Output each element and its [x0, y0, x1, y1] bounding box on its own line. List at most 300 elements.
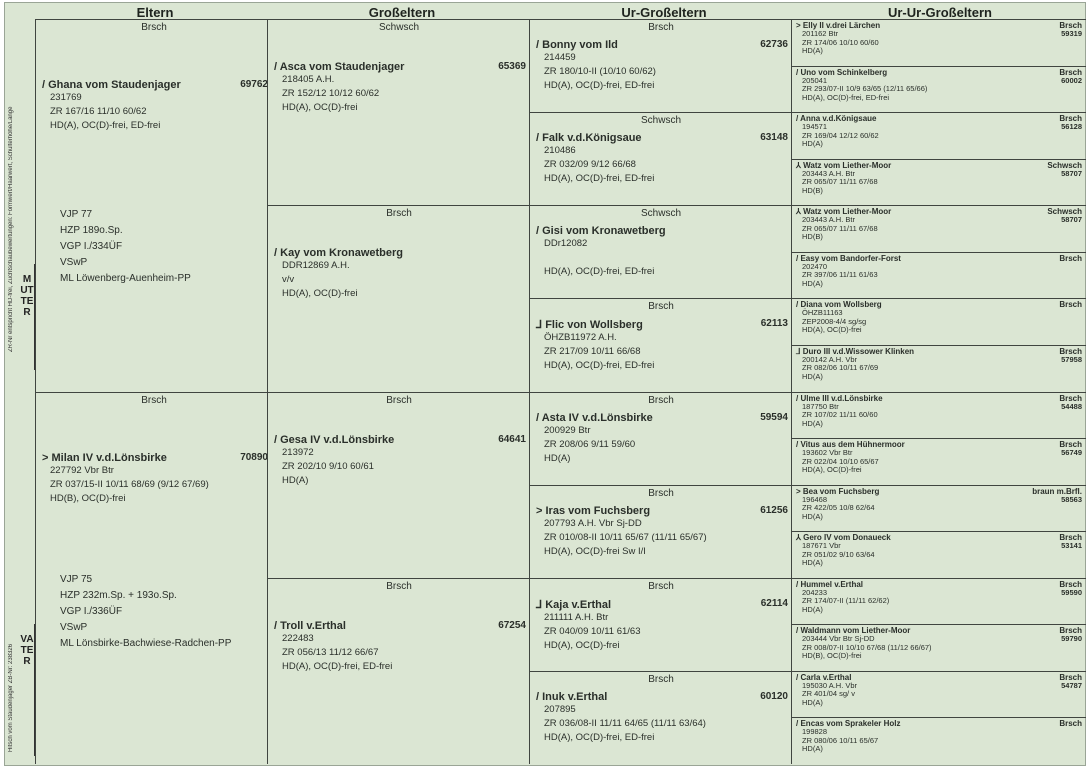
ur-ur-ancestor-cell [792, 671, 1086, 718]
info-text: ZR 107/02 11/11 60/60 [802, 410, 878, 419]
ur-ur-ancestor-cell [792, 392, 1086, 439]
info-text: ZR 169/04 12/12 60/62 [802, 130, 879, 140]
info-line: HD(A), OC(D)-frei, ED-frei [544, 731, 655, 743]
performance-line: HZP 189o.Sp. [60, 225, 123, 236]
registry-number: 63148 [760, 132, 788, 144]
info-text: HD(A), OC(D)-frei [802, 325, 862, 335]
info-text: ÖHZB11163 [802, 308, 843, 318]
header-ur-ur-grosseltern: Ur-Ur-Großeltern [887, 5, 992, 20]
breed-label: Schwsch [1047, 207, 1082, 217]
animal-name [36, 79, 272, 91]
ancestor-cell [530, 19, 792, 112]
breed-label: Brsch [648, 487, 674, 499]
name-text: Ghana vom Staudenjager [48, 79, 181, 91]
registry-number: 67254 [498, 619, 526, 631]
info-line: HD(A), OC(D)-frei [282, 288, 358, 300]
name-text: Ulme III v.d.Lönsbirke [800, 393, 883, 403]
registry-number: 54787 [1061, 680, 1082, 690]
info-line: ZR 167/16 11/10 60/62 [50, 106, 147, 117]
animal-name-text [536, 691, 607, 703]
info-text: 203444 Vbr Btr Sj-DD [802, 634, 875, 644]
registry-number: 64641 [498, 433, 526, 445]
info-text: ZR 397/06 11/11 61/63 [802, 270, 878, 280]
info-line [796, 364, 1082, 373]
name-text: Kaja v.Erthal [545, 598, 612, 611]
performance-line: HZP 232m.Sp. + 193o.Sp. [60, 589, 177, 601]
animal-name [36, 452, 272, 464]
info-line: ZR 152/12 10/12 60/62 [282, 88, 380, 99]
info-line: ZR 217/09 10/11 66/68 [544, 346, 641, 358]
info-line: HD(A), OC(D)-frei, ED-frei [50, 120, 161, 131]
registry-number: 60002 [1061, 75, 1082, 85]
name-text: Falk v.d.Königsaue [542, 132, 642, 145]
name-mark: / [796, 393, 799, 403]
info-line [796, 225, 1082, 234]
breed-label: Brsch [1059, 253, 1082, 263]
ancestor-cell [268, 205, 530, 391]
performance-cell-mother [36, 207, 272, 392]
registry-number: 53141 [1061, 541, 1082, 551]
info-text: ZR 174/07-II (11/11 62/62) [802, 596, 890, 606]
ur-ur-ancestor-cell [792, 578, 1086, 625]
name-mark: > [536, 504, 543, 517]
info-line [796, 373, 1082, 382]
performance-line: VSwP [60, 621, 88, 633]
performance-line: ML Löwenberg-Auenheim-PP [60, 273, 191, 284]
registry-number: 58707 [1061, 168, 1082, 178]
name-text: Elly II v.drei Lärchen [802, 21, 881, 30]
name-mark: / [796, 672, 799, 682]
registry-number: 61256 [760, 504, 788, 516]
info-line: ZR 032/09 9/12 66/68 [544, 159, 636, 171]
info-line [796, 271, 1082, 280]
info-line [796, 466, 1082, 475]
side-margin [4, 2, 34, 764]
name-text: Diana vom Wollsberg [800, 300, 882, 310]
name-mark: ⅄ [796, 207, 801, 217]
name-text: Gisi vom Kronawetberg [542, 225, 666, 238]
breed-label: Brsch [1059, 67, 1082, 77]
name-mark: / [274, 433, 278, 446]
animal-name [796, 68, 1082, 77]
name-mark: ⅃ [536, 319, 543, 332]
animal-name-text [274, 620, 346, 632]
info-text: ZR 082/06 10/11 67/69 [802, 363, 879, 373]
info-line: 207895 [544, 703, 576, 715]
name-mark: / [274, 619, 278, 632]
info-text: HD(A) [802, 558, 823, 568]
registry-number: 69762 [240, 79, 268, 90]
animal-name [796, 719, 1082, 728]
info-line: HD(A), OC(D)-frei Sw I/I [544, 545, 646, 557]
side-note-top: ZR-Nr entspricht HD-frei, Zuchtschaubewertungen: Formwert/Haarwert, Schulterhöhe/Länge [8, 106, 14, 352]
name-text: Troll v.Erthal [280, 619, 346, 632]
info-line: 213972 [282, 446, 314, 458]
info-text: 201162 Btr [802, 29, 839, 38]
side-label-vater: VATER [20, 634, 34, 667]
name-mark: ⅄ [796, 160, 801, 170]
animal-name [268, 434, 530, 446]
side-note-bottom: Hitsch vom Staudenjager ZB-Nr: 238326 [8, 643, 14, 752]
info-line: ÖHZB11972 A.H. [544, 332, 617, 344]
side-label-mutter: MUTTER [20, 274, 34, 318]
animal-name [530, 39, 792, 51]
info-line [796, 737, 1082, 746]
info-line [796, 559, 1082, 568]
name-mark: > [796, 21, 801, 30]
registry-number: 59590 [1061, 587, 1082, 597]
info-text: 200142 A.H. Vbr [802, 354, 858, 364]
header-eltern: Eltern [136, 5, 174, 20]
performance-line: VGP I./336ÜF [60, 605, 123, 617]
info-text: 194571 [802, 122, 828, 132]
info-line: HD(A) [544, 452, 571, 464]
breed-label: Brsch [1059, 300, 1082, 310]
pedigree-column-3 [529, 19, 792, 764]
info-text: ZR 080/06 10/11 65/67 [802, 735, 879, 745]
registry-number: 54488 [1061, 401, 1082, 411]
ancestor-cell [268, 19, 530, 205]
ancestor-cell [530, 392, 792, 485]
breed-label: Brsch [386, 394, 412, 406]
name-mark: / [796, 440, 799, 450]
info-line [796, 39, 1082, 48]
ur-ur-ancestor-cell [792, 298, 1086, 345]
info-line: HD(A), OC(D)-frei, ED-frei [544, 360, 655, 372]
ancestor-cell [530, 112, 792, 205]
animal-name [796, 580, 1082, 589]
ur-ur-ancestor-cell [792, 531, 1086, 578]
info-line [796, 551, 1082, 560]
side-divider-mutter [34, 264, 35, 370]
animal-name [530, 691, 792, 703]
info-text: HD(A) [802, 139, 823, 149]
ur-ur-ancestor-cell [792, 159, 1086, 206]
info-line: 218405 A.H. [282, 74, 335, 85]
name-mark: / [42, 79, 46, 91]
info-line: v/v [282, 274, 295, 286]
info-text: ZR 065/07 11/11 67/68 [802, 177, 878, 187]
name-text: Waldmann vom Liether-Moor [800, 626, 911, 636]
info-text: 187671 Vbr [802, 541, 841, 551]
registry-number: 62113 [760, 318, 788, 330]
info-line [796, 420, 1082, 429]
performance-line: VSwP [60, 257, 88, 268]
breed-label: Schwsch [640, 208, 681, 220]
name-mark: / [796, 300, 799, 310]
name-mark: / [274, 247, 278, 260]
info-text: 204233 [802, 587, 828, 597]
info-line [796, 326, 1082, 335]
animal-name [796, 487, 1082, 496]
info-line: 222483 [282, 632, 314, 644]
info-line [796, 411, 1082, 420]
ancestor-cell [530, 205, 792, 298]
animal-name-text [42, 79, 181, 91]
animal-name-text [536, 598, 611, 611]
registry-number: 62736 [760, 39, 788, 50]
name-mark: > [796, 486, 801, 496]
info-text: 196468 [802, 494, 828, 504]
registry-number: 59790 [1061, 634, 1082, 644]
ur-ur-ancestor-cell [792, 66, 1086, 113]
info-line [796, 132, 1082, 141]
info-text: 195030 A.H. Vbr [802, 680, 858, 690]
animal-name [530, 412, 792, 424]
info-line: ZR 202/10 9/10 60/61 [282, 460, 374, 472]
registry-number: 60120 [760, 690, 788, 702]
name-mark: / [796, 719, 799, 729]
animal-name-text [274, 247, 403, 259]
animal-name-text [536, 505, 650, 517]
animal-name [268, 61, 530, 73]
info-line [530, 251, 792, 265]
info-line: HD(A), OC(D)-frei [544, 639, 620, 651]
ancestor-cell [530, 578, 792, 671]
info-line: 231769 [50, 92, 82, 103]
info-text: ZR 293/07-II 10/9 63/65 (12/11 65/66) [802, 84, 928, 94]
name-text: Hummel v.Erthal [800, 579, 864, 589]
info-text: 187750 Btr [802, 401, 839, 411]
animal-name-text [536, 132, 642, 144]
info-line: ZR 180/10-II (10/10 60/62) [544, 66, 656, 77]
name-text: Watz vom Liether-Moor [803, 160, 892, 170]
breed-label: braun m.Brfl. [1032, 486, 1082, 496]
info-line: HD(A), OC(D)-frei [282, 102, 358, 113]
name-text: Milan IV v.d.Lönsbirke [51, 451, 167, 464]
registry-number: 57958 [1061, 354, 1082, 364]
performance-line: VJP 77 [60, 209, 93, 220]
animal-name [796, 254, 1082, 263]
ancestor-cell [530, 485, 792, 578]
info-line [796, 652, 1082, 661]
info-line [796, 140, 1082, 149]
breed-label: Brsch [648, 673, 674, 685]
breed-label: Brsch [1059, 719, 1082, 729]
ur-ur-ancestor-cell [792, 205, 1086, 252]
info-line [796, 233, 1082, 242]
info-line [796, 690, 1082, 699]
animal-name-text [274, 434, 394, 446]
registry-number: 65369 [498, 61, 526, 72]
info-line [796, 745, 1082, 754]
ur-ur-ancestor-cell [792, 485, 1086, 532]
info-text: HD(A) [802, 604, 823, 614]
header-grosseltern: Großeltern [368, 5, 436, 20]
info-text: ZR 174/06 10/10 60/60 [802, 37, 879, 47]
name-mark: / [536, 690, 540, 703]
name-text: Bea vom Fuchsberg [802, 486, 880, 496]
info-text: HD(A) [802, 418, 823, 428]
breed-label: Brsch [1059, 21, 1082, 30]
info-line: DDr12082 [544, 238, 588, 250]
breed-label: Brsch [1059, 393, 1082, 403]
info-text: 193602 Vbr Btr [802, 448, 853, 458]
animal-name [530, 132, 792, 144]
info-text: HD(B) [802, 185, 823, 195]
registry-number: 62114 [760, 597, 788, 609]
info-line: 200929 Btr [544, 424, 591, 436]
performance-line: VJP 75 [60, 573, 93, 585]
info-line: HD(A), OC(D)-frei, ED-frei [544, 173, 655, 185]
ancestor-cell [268, 392, 530, 578]
animal-name [530, 598, 792, 611]
name-mark: / [796, 114, 799, 124]
name-text: Gesa IV v.d.Lönsbirke [280, 433, 395, 446]
info-text: HD(A), OC(D)-frei, ED-frei [802, 92, 890, 102]
info-line [796, 606, 1082, 615]
info-text: HD(A) [802, 278, 823, 288]
info-line: ZR 037/15-II 10/11 68/69 (9/12 67/69) [50, 478, 209, 490]
info-text: HD(B), OC(D)-frei [802, 651, 862, 661]
info-text: HD(A) [802, 744, 823, 754]
name-text: Bonny vom Ild [542, 39, 618, 51]
animal-name [530, 505, 792, 517]
name-mark: / [796, 253, 799, 263]
performance-line: VGP I./334ÜF [60, 241, 123, 252]
info-line [796, 94, 1082, 103]
info-line: ZR 010/08-II 10/11 65/67 (11/11 65/67) [544, 531, 707, 543]
breed-label: Brsch [1059, 579, 1082, 589]
name-text: Inuk v.Erthal [542, 690, 608, 703]
name-mark: / [796, 579, 799, 589]
name-mark: / [274, 61, 278, 73]
info-text: 202470 [802, 261, 828, 271]
info-line [796, 187, 1082, 196]
name-text: Watz vom Liether-Moor [803, 207, 892, 217]
name-mark: / [536, 39, 540, 51]
breed-label: Brsch [141, 22, 167, 33]
breed-label: Brsch [1059, 626, 1082, 636]
info-text: 203443 A.H. Btr [802, 215, 855, 225]
registry-number: 70890 [240, 451, 268, 463]
info-line: HD(A), OC(D)-frei, ED-frei [544, 266, 655, 278]
info-text: ZEP2008-4/4 sg/sg [802, 316, 867, 326]
side-divider-vater [34, 624, 35, 756]
registry-number: 59594 [760, 411, 788, 423]
name-text: Carla v.Erthal [800, 672, 852, 682]
info-text: ZR 065/07 11/11 67/68 [802, 223, 878, 233]
name-mark: / [796, 67, 799, 77]
breed-label: Brsch [386, 208, 412, 220]
ur-ur-ancestor-cell [792, 345, 1086, 392]
name-mark: ⅃ [536, 598, 543, 611]
pedigree-sheet [4, 2, 1086, 766]
header-ur-grosseltern: Ur-Großeltern [621, 5, 707, 20]
info-line: ZR 036/08-II 11/11 64/65 (11/11 63/64) [544, 717, 706, 729]
breed-label: Brsch [141, 394, 167, 406]
info-text: 199828 [802, 727, 828, 737]
breed-label: Brsch [1059, 114, 1082, 124]
pedigree-column-1 [35, 19, 272, 764]
breed-label: Brsch [648, 301, 674, 313]
info-line: 207793 A.H. Vbr Sj-DD [544, 517, 642, 529]
name-mark: ⅃ [796, 346, 801, 356]
ancestor-cell [530, 671, 792, 764]
info-line: 211111 A.H. Btr [544, 611, 609, 623]
info-text: HD(A) [802, 46, 823, 55]
ancestor-cell [268, 578, 530, 764]
info-line [796, 699, 1082, 708]
info-line: ZR 208/06 9/11 59/60 [544, 438, 636, 450]
animal-name-text [274, 61, 404, 73]
name-mark: / [536, 411, 540, 424]
breed-label: Schwsch [378, 22, 419, 33]
info-text: ZR 401/04 sg/ v [802, 689, 855, 699]
name-mark: / [536, 225, 540, 238]
info-line: DDR12869 A.H. [282, 260, 350, 272]
animal-name [530, 318, 792, 331]
breed-label: Brsch [1059, 440, 1082, 450]
breed-label: Brsch [648, 394, 674, 406]
name-mark: ⅄ [796, 533, 801, 543]
info-text: 205041 [802, 75, 828, 85]
name-mark: / [536, 132, 540, 145]
name-text: Duro III v.d.Wissower Klinken [802, 346, 915, 356]
animal-name-text [536, 225, 666, 237]
animal-name-text [42, 452, 167, 464]
animal-name [268, 247, 530, 259]
info-text: ZR 422/05 10/8 62/64 [802, 503, 875, 513]
breed-label: Brsch [1059, 346, 1082, 356]
parent-cell-mother [36, 19, 272, 207]
info-line [796, 504, 1082, 513]
info-line: HD(A), OC(D)-frei, ED-frei [282, 660, 393, 672]
name-text: Asca vom Staudenjager [279, 61, 405, 73]
animal-name [530, 225, 792, 237]
name-text: Flic von Wollsberg [545, 319, 643, 332]
name-text: Easy vom Bandorfer-Forst [800, 253, 901, 263]
breed-label: Brsch [386, 580, 412, 592]
name-text: Gero IV vom Donaueck [803, 533, 891, 543]
registry-number: 58563 [1061, 494, 1082, 504]
name-text: Asta IV v.d.Lönsbirke [541, 411, 653, 424]
info-text: HD(B) [802, 232, 823, 242]
info-line [796, 178, 1082, 187]
registry-number: 58707 [1061, 215, 1082, 225]
ur-ur-ancestor-cell [792, 717, 1086, 764]
animal-name-text [536, 318, 643, 331]
pedigree-column-4 [791, 19, 1086, 764]
info-line: ZR 056/13 11/12 66/67 [282, 646, 379, 658]
ur-ur-ancestor-cell [792, 438, 1086, 485]
breed-label: Schwsch [1047, 160, 1082, 170]
info-line: ZR 040/09 10/11 61/63 [544, 625, 641, 637]
info-line: 214459 [544, 52, 576, 63]
info-line: 227792 Vbr Btr [50, 464, 114, 476]
info-line [796, 47, 1082, 56]
parent-cell-father [36, 392, 272, 572]
animal-name [796, 21, 1082, 30]
name-text: Uno vom Schinkelberg [800, 67, 888, 77]
performance-line: ML Lönsbirke-Bachwiese-Radchen-PP [60, 637, 232, 649]
info-line: HD(A) [282, 474, 309, 486]
breed-label: Brsch [1059, 533, 1082, 543]
name-mark: > [42, 451, 49, 464]
animal-name [796, 114, 1082, 123]
ancestor-cell [530, 298, 792, 391]
name-text: Iras vom Fuchsberg [545, 504, 651, 517]
name-mark: / [796, 626, 799, 636]
info-line: HD(A), OC(D)-frei, ED-frei [544, 80, 655, 91]
info-line [796, 513, 1082, 522]
breed-label: Brsch [648, 580, 674, 592]
info-text: HD(A), OC(D)-frei [802, 465, 862, 475]
info-text: 203443 A.H. Btr [802, 168, 855, 178]
info-text: HD(A) [802, 371, 823, 381]
animal-name-text [536, 39, 618, 51]
name-text: Vitus aus dem Hühnermoor [800, 440, 905, 450]
